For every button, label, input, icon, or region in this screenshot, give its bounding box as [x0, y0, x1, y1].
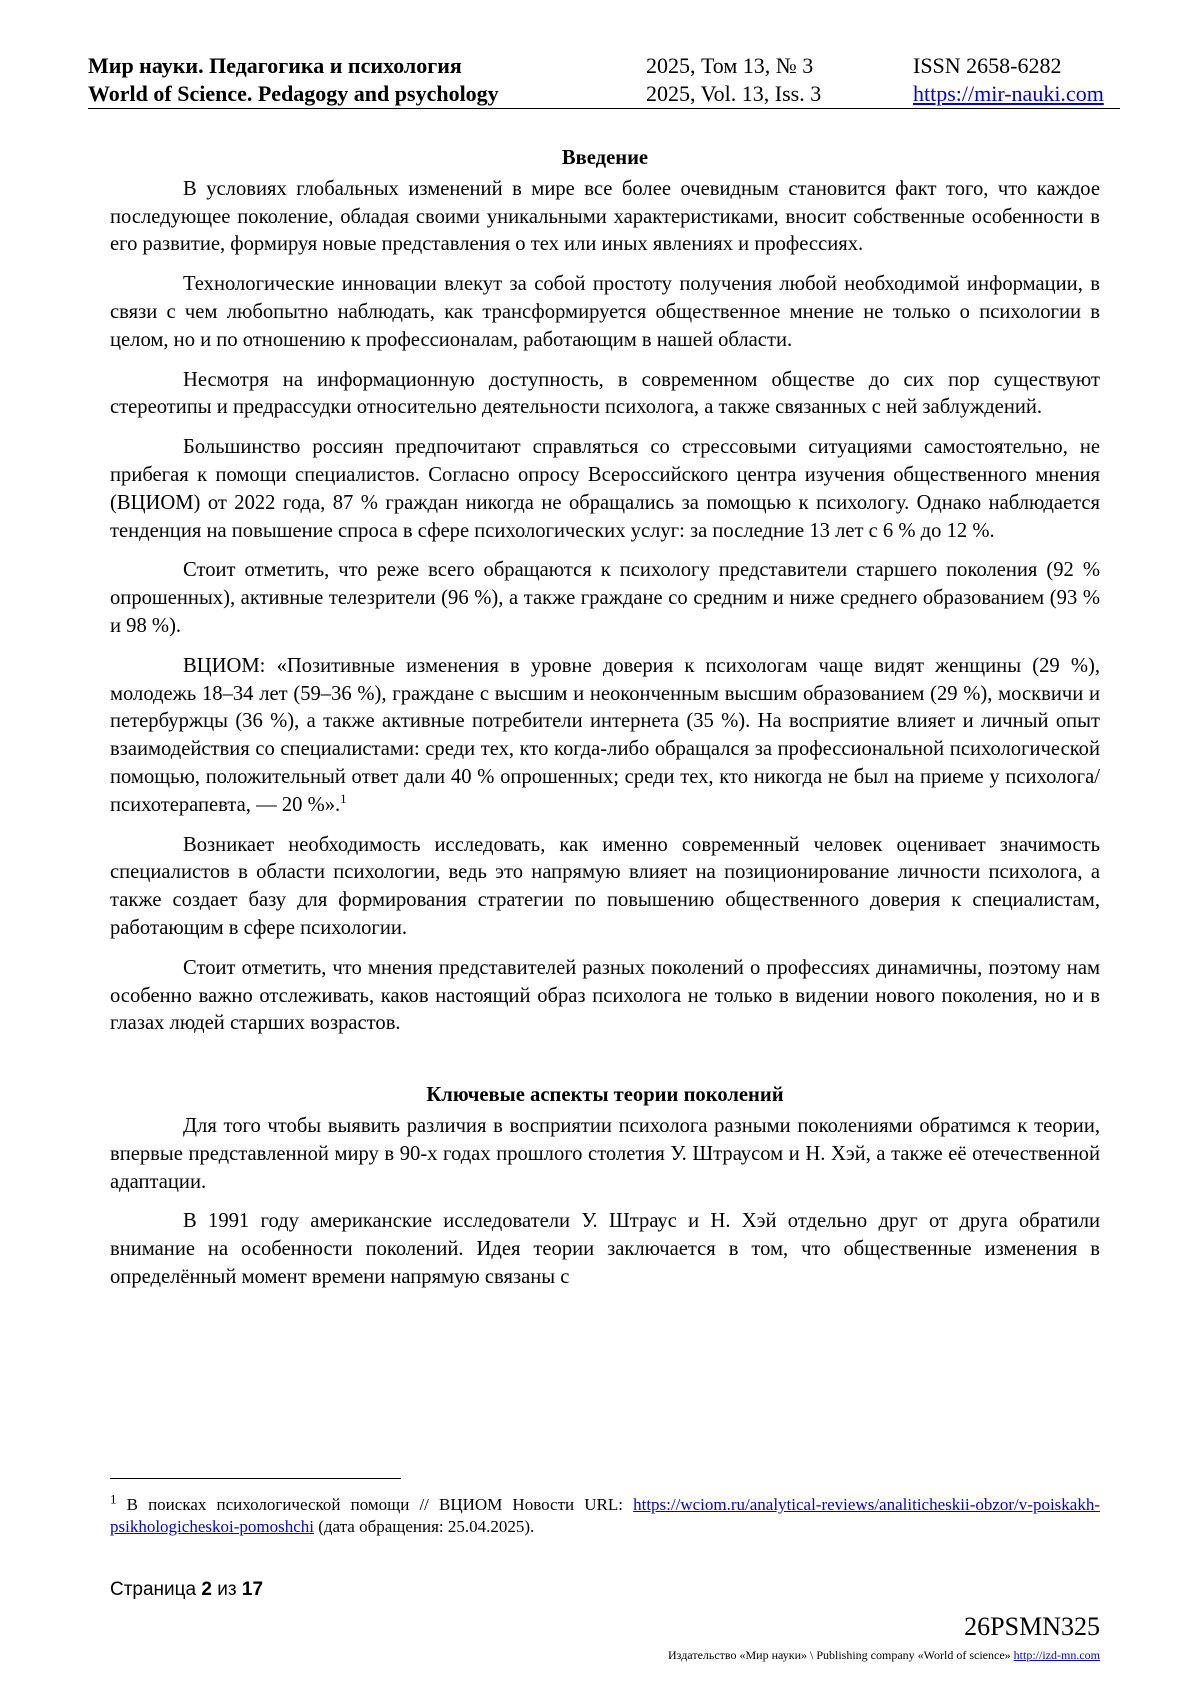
paragraph-with-footnote: [110, 653, 1100, 820]
footnote: [110, 1491, 1100, 1538]
paragraph: Стоит отметить, что реже всего обращаются к психологу представители старшего поколения (92 % опрошенных), активные телезрители (96 %), а также граждане со средним и ниже среднего образованием (93 % и 98 %).: [110, 559, 1100, 637]
footnote-url-link[interactable]: https://wciom.ru/analytical-reviews/analiticheskii-obzor/v-poiskakh-psikhologicheskoi-pomoshchi: [110, 1495, 1100, 1536]
publisher-link[interactable]: http://izd-mn.com: [1013, 1648, 1100, 1662]
paragraph: Технологические инновации влекут за собой простоту получения любой необходимой информации, в связи с чем любопытно наблюдать, как трансформируется общественное мнение не только о психологии в целом, но и по отношению к профессионалам, работающим в нашей области.: [110, 273, 1100, 351]
paragraph: Несмотря на информационную доступность, в современном обществе до сих пор существуют стереотипы и предрассудки относительно деятельности психолога, а также связанных с ней заблуждений.: [110, 368, 1100, 419]
issue-en: 2025, Vol. 13, Iss. 3: [646, 81, 822, 106]
footnote-text: В поисках психологической помощи // ВЦИОМ Новости URL:: [126, 1495, 623, 1514]
publisher-text: Издательство «Мир науки» \ Publishing company «World of science»: [668, 1648, 1011, 1662]
paragraph-text: ВЦИОМ: «Позитивные изменения в уровне доверия к психологам чаще видят женщины (29 %), молодежь 18–34 лет (59–36 %), граждане с высшим и неоконченным высшим образованием (29 %), москвичи и петербуржцы (36 %), а также активные потребители интернета (35 %). На восприятие влияет и личный опыт взаимодействия со специалистами: среди тех, кто когда-либо обращался за профессиональной психологической помощью, положительный ответ дали 40 % опрошенных; среди тех, кто никогда не был на приеме у психолога/психотерапевта, — 20 %».: [110, 654, 1100, 816]
publisher-line: [668, 1648, 1100, 1663]
section-heading-intro: Введение: [561, 147, 649, 169]
paragraph: Стоит отметить, что мнения представителей разных поколений о профессиях динамичны, поэтому нам особенно важно отслеживать, каков настоящий образ психолога не только в видении нового поколения, но и в глазах людей старших возрастов.: [110, 956, 1100, 1035]
footnote-divider: [110, 1478, 401, 1479]
issue-block: [646, 52, 821, 108]
section-heading-theory: Ключевые аспекты теории поколений: [426, 1084, 784, 1107]
page-header: [88, 52, 1120, 109]
page-total: 17: [241, 1579, 264, 1600]
paragraph: В условиях глобальных изменений в мире все более очевидным становится факт того, что каждое последующее поколение, обладая своими уникальными характеристиками, вносит собственные особенности в его развитие, формируя новые представления о тех или иных явлениях и профессиях.: [110, 177, 1100, 256]
issn-block: [913, 52, 1104, 108]
page-label: Страница: [110, 1579, 197, 1600]
page-counter: [110, 1579, 263, 1601]
issn: ISSN 2658-6282: [913, 53, 1062, 78]
journal-title-block: [88, 52, 499, 108]
issue-ru: 2025, Том 13, № 3: [646, 53, 814, 78]
paragraph: В 1991 году американские исследователи У. Штраус и Н. Хэй отдельно друг от друга обратили внимание на особенности поколений. Идея теории заключается в том, что общественные изменения в определённый момент времени напрямую связаны с: [110, 1210, 1100, 1288]
paragraph: Возникает необходимость исследовать, как именно современный человек оценивает значимость специалистов в области психологии, ведь это напрямую влияет на позиционирование личности психолога, а также создает базу для формирования стратегии по повышению общественного доверия к специалистам, работающим в сфере психологии.: [110, 833, 1100, 939]
page-current: 2: [201, 1579, 212, 1600]
page-of: из: [217, 1579, 237, 1600]
journal-title-ru: Мир науки. Педагогика и психология: [88, 53, 462, 78]
footnote-marker[interactable]: 1: [340, 790, 347, 806]
journal-title-en: World of Science. Pedagogy and psychology: [88, 81, 499, 106]
article-body: [110, 145, 1100, 1304]
paragraph: Для того чтобы выявить различия в восприятии психолога разными поколениями обратимся к теории, впервые представленной миру в 90-х годах прошлого столетия У. Штраусом и Н. Хэй, а также её отечественной адаптации.: [110, 1114, 1100, 1193]
footnote-number: 1: [110, 1491, 117, 1507]
footnote-suffix: (дата обращения: 25.04.2025).: [318, 1517, 535, 1536]
journal-website-link[interactable]: https://mir-nauki.com: [913, 81, 1104, 106]
paragraph: Большинство россиян предпочитают справляться со стрессовыми ситуациями самостоятельно, не прибегая к помощи специалистов. Согласно опросу Всероссийского центра изучения общественного мнения (ВЦИОМ) от 2022 года, 87 % граждан никогда не обращались за помощью к психологу. Однако наблюдается тенденция на повышение спроса в сфере психологических услуг: за последние 13 лет с 6 % до 12 %.: [110, 436, 1100, 542]
article-code: 26PSMN325: [964, 1612, 1100, 1641]
